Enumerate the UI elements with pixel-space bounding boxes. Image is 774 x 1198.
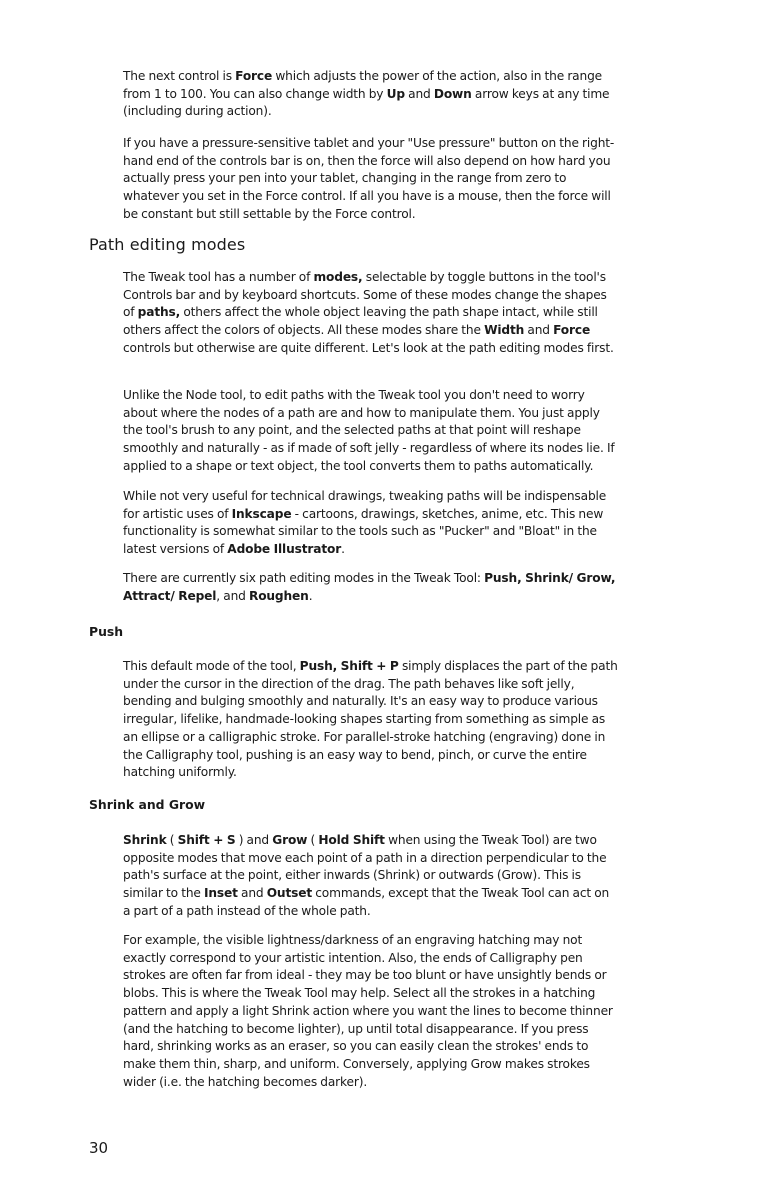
- text-run: There are currently six path editing modes in the Tweak Tool:: [123, 571, 485, 585]
- text-run: ) and: [235, 833, 273, 847]
- text-run: The Tweak tool has a number of: [123, 270, 314, 284]
- text-run: others affect the whole object leaving the path shape intact, while still others affect the colors of objects. All these modes share the: [123, 305, 598, 338]
- bold-text-run: Outset: [266, 886, 313, 901]
- paragraph-push-mode: [123, 658, 619, 782]
- bold-text-run: Inkscape: [231, 506, 292, 521]
- page-number: 30: [89, 1139, 109, 1157]
- text-run: While not very useful for technical drawings, tweaking paths will be indispensable for artistic uses of: [123, 489, 607, 521]
- paragraph-tweak-modes: [123, 269, 619, 358]
- text-run: arrow keys at any time (including during action).: [123, 86, 610, 119]
- paragraph-artistic-uses: [123, 488, 619, 559]
- text-run: The next control is: [123, 69, 236, 83]
- text-run: For example, the visible lightness/darkness of an engraving hatching may not exactly correspond to your artistic intention. Also, the ends of Calligraphy pen strokes are often far from ideal - they may be too blunt or have unsightly bends or blobs. This is where the Tweak Tool may help. Select all the strokes in a hatching pattern and apply a light Shrink action where you want the lines to become thinner (and the hatching to become lighter), up until total disappearance. If you press hard, shrinking works as an eraser, so you can easily clean the strokes' ends to make them thin, sharp, and uniform. Conversely, applying Grow makes strokes wider (i.e. the hatching becomes darker).: [123, 933, 613, 1089]
- text-run: when using the Tweak Tool) are two opposite modes that move each point of a path in a direction perpendicular to the path's surface at the point, either inwards (Shrink) or outwards (Grow). This is similar to the: [123, 833, 607, 901]
- bold-text-run: Force: [235, 69, 273, 83]
- bold-text-run: Grow: [272, 833, 308, 847]
- subheading-push: Push: [89, 624, 124, 639]
- bold-text-run: Shift + S: [177, 833, 236, 847]
- text-run: (: [166, 833, 178, 847]
- text-run: This default mode of the tool,: [123, 659, 300, 673]
- text-run: and: [237, 886, 267, 901]
- text-run: .: [341, 542, 345, 557]
- text-run: and: [524, 323, 554, 338]
- text-run: simply displaces the part of the path under the cursor in the direction of the drag. The path behaves like soft jelly, bending and bulging smoothly and naturally. It's an easy way to produce various irregular, lifelike, handmade-looking shapes starting from something as simple as an ellipse or a calligraphic stroke. For parallel-stroke hatching (engraving) done in the Calligraphy tool, pushing is an easy way to bend, pinch, or curve the entire hatching uniformly.: [123, 659, 618, 780]
- text-run: selectable by toggle buttons in the tool's Controls bar and by keyboard shortcuts. Some of these modes change the shapes of: [123, 270, 607, 320]
- paragraph-force-control: [123, 68, 619, 121]
- paragraph-shrink-grow-modes: [123, 832, 619, 921]
- subheading-shrink-and-grow: Shrink and Grow: [89, 797, 206, 812]
- section-heading-path-editing-modes: Path editing modes: [89, 235, 246, 254]
- paragraph-engraving-example: [123, 932, 619, 1091]
- text-run: - cartoons, drawings, sketches, anime, etc. This new functionality is somewhat similar to the tools such as "Pucker" and "Bloat" in the latest versions of: [123, 506, 604, 557]
- text-run: Unlike the Node tool, to edit paths with the Tweak tool you don't need to worry about where the nodes of a path are and how to manipulate them. You just apply the tool's brush to any point, and the selected paths at that point will reshape smoothly and naturally - as if made of soft jelly - regardless of where its nodes lie. If applied to a shape or text object, the tool converts them to paths automatically.: [123, 388, 615, 473]
- text-run: commands, except that the Tweak Tool can act on a part of a path instead of the whole path.: [123, 886, 610, 918]
- bold-text-run: Up: [386, 86, 405, 101]
- paragraph-six-modes: [123, 570, 619, 605]
- bold-text-run: Roughen: [248, 588, 309, 603]
- bold-text-run: paths,: [137, 305, 181, 320]
- paragraph-pressure-tablet: [123, 135, 619, 224]
- text-run: (: [307, 833, 319, 847]
- text-run: , and: [216, 588, 249, 603]
- bold-text-run: Shrink: [123, 833, 167, 847]
- text-run: and: [404, 86, 434, 101]
- bold-text-run: Down: [433, 86, 472, 101]
- bold-text-run: Force: [553, 323, 591, 338]
- bold-text-run: Width: [484, 323, 525, 338]
- bold-text-run: Adobe Illustrator: [227, 542, 342, 557]
- bold-text-run: Push, Shrink/ Grow, Attract/ Repel: [123, 571, 616, 603]
- bold-text-run: Inset: [203, 886, 238, 901]
- bold-text-run: Hold Shift: [318, 833, 385, 847]
- text-run: which adjusts the power of the action, also in the range from 1 to 100. You can also change width by: [123, 69, 603, 101]
- paragraph-node-tool-comparison: [123, 387, 619, 476]
- text-run: .: [308, 588, 313, 603]
- bold-text-run: modes,: [313, 270, 363, 284]
- bold-text-run: Push, Shift + P: [299, 659, 399, 673]
- text-run: If you have a pressure-sensitive tablet and your "Use pressure" button on the right-hand end of the controls bar is on, then the force will also depend on how hard you actually press your pen into your tablet, changing in the range from zero to whatever you set in the Force control. If all you have is a mouse, then the force will be constant but still settable by the Force control.: [123, 136, 615, 221]
- text-run: controls but otherwise are quite different. Let's look at the path editing modes first.: [123, 340, 614, 355]
